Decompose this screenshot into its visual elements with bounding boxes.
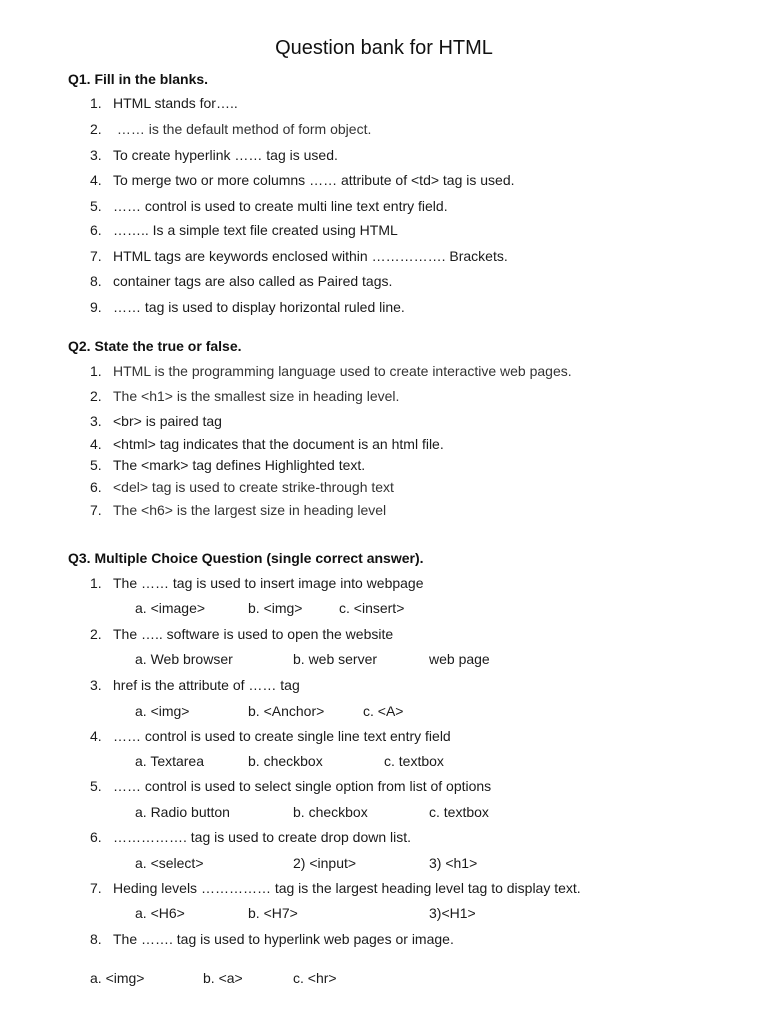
option-c: 3)<H1> bbox=[429, 905, 476, 921]
item-number: 2. bbox=[90, 626, 102, 642]
option-c: c. <insert> bbox=[339, 600, 405, 616]
option-c: c. textbox bbox=[384, 753, 444, 769]
item-number: 7. bbox=[90, 880, 102, 896]
item-number: 8. bbox=[90, 931, 102, 947]
option-b: b. <Anchor> bbox=[248, 703, 325, 719]
q3-item bbox=[90, 626, 393, 642]
item-number: 6. bbox=[90, 829, 102, 845]
item-text: href is the attribute of …… tag bbox=[113, 677, 300, 693]
option-c: c. textbox bbox=[429, 804, 489, 820]
q3-item bbox=[90, 575, 424, 591]
item-number: 4. bbox=[90, 172, 102, 188]
item-number: 3. bbox=[90, 413, 102, 429]
q3-item bbox=[90, 931, 454, 947]
item-number: 3. bbox=[90, 677, 102, 693]
page-title: Question bank for HTML bbox=[275, 37, 493, 59]
option-b: b. web server bbox=[293, 651, 378, 667]
q2-heading: Q2. State the true or false. bbox=[68, 338, 242, 354]
item-text: …… control is used to create single line text entry field bbox=[113, 728, 451, 744]
item-number: 4. bbox=[90, 436, 102, 452]
q2-item bbox=[90, 436, 444, 452]
item-text: …… control is used to create multi line text entry field. bbox=[113, 198, 448, 214]
item-text: HTML stands for….. bbox=[113, 95, 238, 111]
option-b: 2) <input> bbox=[293, 855, 357, 871]
option-a: a. <H6> bbox=[135, 905, 185, 921]
option-a: a. <img> bbox=[90, 970, 145, 986]
item-text: The <mark> tag defines Highlighted text. bbox=[113, 457, 366, 473]
item-number: 5. bbox=[90, 198, 102, 214]
q3-item bbox=[90, 677, 300, 693]
option-a: a. <select> bbox=[135, 855, 204, 871]
q3-item bbox=[90, 829, 411, 845]
option-b: b. checkbox bbox=[293, 804, 368, 820]
option-b: b. checkbox bbox=[248, 753, 323, 769]
item-text: …… is the default method of form object. bbox=[113, 121, 372, 137]
item-text: The …… tag is used to insert image into webpage bbox=[113, 575, 424, 591]
q1-item bbox=[90, 121, 371, 137]
item-number: 7. bbox=[90, 502, 102, 518]
q2-item bbox=[90, 363, 572, 379]
item-number: 2. bbox=[90, 121, 102, 137]
item-number: 4. bbox=[90, 728, 102, 744]
item-text: The <h6> is the largest size in heading level bbox=[113, 502, 387, 518]
item-text: The ……. tag is used to hyperlink web pages or image. bbox=[113, 931, 454, 947]
q2-item bbox=[90, 457, 365, 473]
item-text: To merge two or more columns …… attribute of <td> tag is used. bbox=[113, 172, 515, 188]
q2-item bbox=[90, 388, 399, 404]
item-number: 8. bbox=[90, 273, 102, 289]
q1-item bbox=[90, 95, 238, 111]
item-number: 5. bbox=[90, 778, 102, 794]
item-text: HTML is the programming language used to create interactive web pages. bbox=[113, 363, 572, 379]
item-text: <del> tag is used to create strike-through text bbox=[113, 479, 394, 495]
option-b: b. <a> bbox=[203, 970, 243, 986]
item-text: To create hyperlink …… tag is used. bbox=[113, 147, 338, 163]
item-text: …… control is used to select single option from list of options bbox=[113, 778, 492, 794]
item-text: <br> is paired tag bbox=[113, 413, 222, 429]
q2-item bbox=[90, 502, 386, 518]
q3-item bbox=[90, 728, 451, 744]
option-a: a. Web browser bbox=[135, 651, 233, 667]
q3-item bbox=[90, 880, 581, 896]
item-number: 1. bbox=[90, 575, 102, 591]
item-number: 5. bbox=[90, 457, 102, 473]
q1-heading: Q1. Fill in the blanks. bbox=[68, 71, 209, 87]
item-number: 6. bbox=[90, 479, 102, 495]
q3-heading: Q3. Multiple Choice Question (single correct answer). bbox=[68, 550, 424, 566]
option-c: c. <A> bbox=[363, 703, 404, 719]
item-text: HTML tags are keywords enclosed within ……………. Brackets. bbox=[113, 248, 508, 264]
option-b: b. <H7> bbox=[248, 905, 298, 921]
q2-item bbox=[90, 413, 222, 429]
q1-item bbox=[90, 248, 508, 264]
option-a: a. <img> bbox=[135, 703, 190, 719]
option-c: 3) <h1> bbox=[429, 855, 478, 871]
q1-item bbox=[90, 299, 405, 315]
item-number: 3. bbox=[90, 147, 102, 163]
option-a: a. Radio button bbox=[135, 804, 230, 820]
item-text: container tags are also called as Paired tags. bbox=[113, 273, 393, 289]
item-text: …….. Is a simple text file created using HTML bbox=[113, 222, 398, 238]
item-number: 7. bbox=[90, 248, 102, 264]
q1-item bbox=[90, 172, 515, 188]
item-text: …… tag is used to display horizontal ruled line. bbox=[113, 299, 405, 315]
item-number: 2. bbox=[90, 388, 102, 404]
q1-item bbox=[90, 198, 448, 214]
item-number: 9. bbox=[90, 299, 102, 315]
option-b: b. <img> bbox=[248, 600, 303, 616]
item-text: The ….. software is used to open the website bbox=[113, 626, 394, 642]
option-a: a. <image> bbox=[135, 600, 206, 616]
item-number: 6. bbox=[90, 222, 102, 238]
q3-item bbox=[90, 778, 491, 794]
item-number: 1. bbox=[90, 95, 102, 111]
option-a: a. Textarea bbox=[135, 753, 205, 769]
option-c: c. <hr> bbox=[293, 970, 337, 986]
item-text: ……………. tag is used to create drop down list. bbox=[113, 829, 412, 845]
q2-item bbox=[90, 479, 394, 495]
item-text: <html> tag indicates that the document is an html file. bbox=[113, 436, 444, 452]
q1-item bbox=[90, 147, 338, 163]
q1-item bbox=[90, 222, 398, 238]
item-text: The <h1> is the smallest size in heading level. bbox=[113, 388, 400, 404]
q1-item bbox=[90, 273, 392, 289]
option-c: web page bbox=[429, 651, 490, 667]
item-number: 1. bbox=[90, 363, 102, 379]
item-text: Heding levels …………… tag is the largest heading level tag to display text. bbox=[113, 880, 581, 896]
